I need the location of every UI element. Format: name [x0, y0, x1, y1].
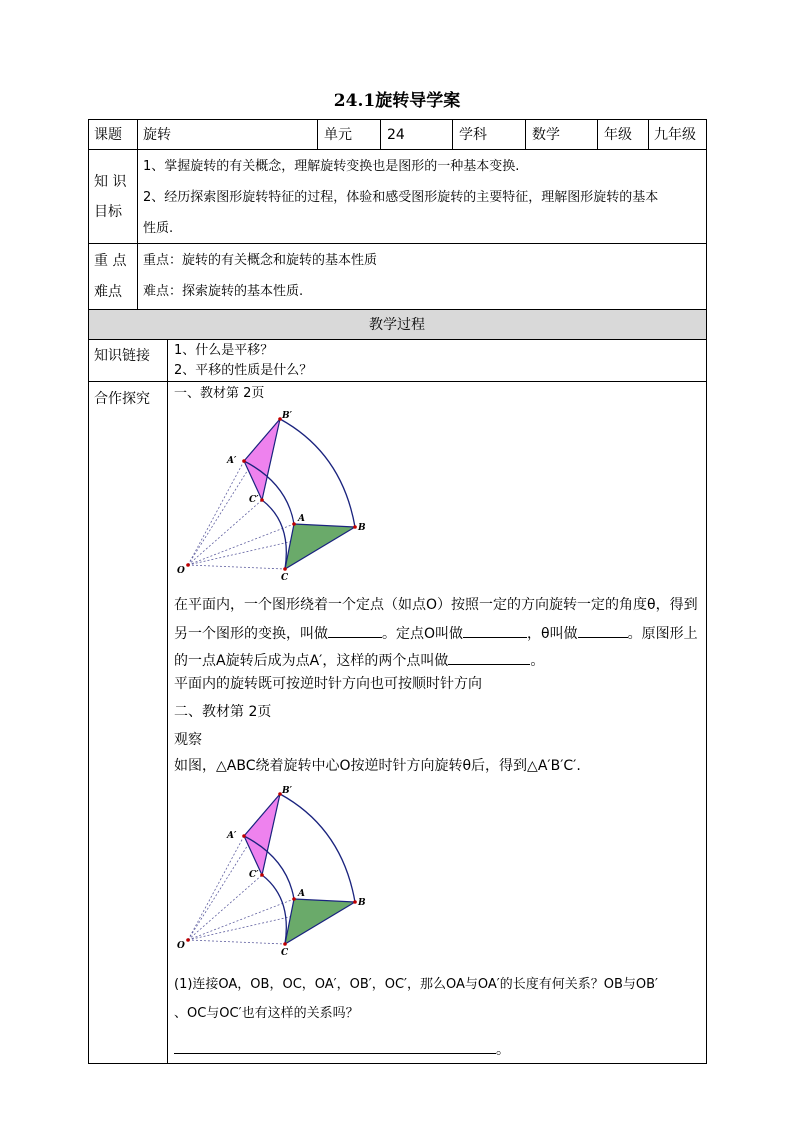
label-a: A — [298, 889, 305, 899]
label-o: O — [177, 566, 185, 576]
figure-description: 如图，△ABC绕着旋转中心O按逆时针方向旋转θ后，得到△A′B′C′. — [174, 758, 581, 774]
objective-item-1: 1、掌握旋转的有关概念，理解旋转变换也是图形的一种基本变换. — [143, 159, 520, 174]
original-triangle — [285, 899, 355, 944]
definition-line2-b: 。定点O叫做 — [382, 626, 464, 642]
explore-label: 合作探究 — [94, 391, 150, 407]
keypoints-label-line1: 重 点 — [94, 253, 127, 269]
blank-center[interactable] — [463, 623, 527, 638]
definition-line2-c: ，θ叫做 — [527, 626, 578, 642]
definition-line3 — [174, 650, 544, 670]
subject-label: 学科 — [459, 127, 487, 143]
question1-line1: (1)连接OA，OB，OC，OA′，OB′，OC′，那么OA与OA′的长度有何关系？OB与OB′ — [174, 977, 658, 992]
objective-item-2-line2: 性质. — [143, 221, 174, 236]
blank-angle[interactable] — [578, 623, 628, 638]
keypoints-label-line2: 难点 — [94, 284, 122, 300]
label-b: B — [358, 523, 366, 533]
rotated-triangle — [244, 794, 280, 875]
blank-corresponding[interactable] — [448, 650, 530, 665]
answer-end: 。 — [496, 1042, 510, 1058]
direction-note: 平面内的旋转既可按逆时针方向也可按顺时针方向 — [174, 676, 482, 692]
knowledge-link-label: 知识链接 — [94, 348, 150, 364]
definition-line1: 在平面内，一个图形绕着一个定点（如点O）按照一定的方向旋转一定的角度θ，得到 — [174, 597, 698, 613]
question1-line2: 、OC与OC′也有这样的关系吗？ — [174, 1006, 359, 1021]
unit-value: 24 — [387, 127, 405, 143]
objectives-label-line1: 知 识 — [94, 174, 127, 190]
topic-value: 旋转 — [143, 127, 171, 143]
observe-label: 观察 — [174, 732, 202, 748]
section2-title: 二、教材第 2页 — [174, 704, 272, 720]
blank-rotation[interactable] — [328, 623, 382, 638]
label-b-prime: B′ — [282, 411, 292, 421]
label-a: A — [298, 514, 305, 524]
grade-label: 年级 — [604, 127, 632, 143]
label-a-prime: A′ — [227, 456, 237, 466]
rotated-triangle — [244, 419, 280, 500]
knowledge-q2: 2、平移的性质是什么？ — [174, 363, 313, 378]
knowledge-q1: 1、什么是平移？ — [174, 343, 274, 358]
grade-value: 九年级 — [654, 127, 696, 143]
original-triangle — [285, 524, 355, 569]
key-point: 重点：旋转的有关概念和旋转的基本性质 — [143, 253, 378, 268]
label-c-prime: C′ — [249, 495, 259, 505]
label-o: O — [177, 941, 185, 951]
rotation-figure-2 — [172, 783, 372, 959]
subject-value: 数学 — [532, 127, 560, 143]
objectives-label-line2: 目标 — [94, 204, 122, 220]
label-c: C — [281, 948, 289, 958]
answer-blank[interactable] — [174, 1039, 496, 1054]
arc-c — [262, 500, 286, 569]
section1-title: 一、教材第 2页 — [174, 386, 265, 401]
process-header: 教学过程 — [369, 317, 425, 333]
rotation-figure-1 — [172, 408, 372, 584]
label-b: B — [358, 898, 366, 908]
definition-line2 — [174, 623, 698, 643]
label-c-prime: C′ — [249, 870, 259, 880]
unit-label: 单元 — [324, 127, 352, 143]
label-a-prime: A′ — [227, 831, 237, 841]
label-c: C — [281, 573, 289, 583]
question1-answer — [174, 1039, 510, 1059]
objective-item-2-line1: 2、经历探索图形旋转特征的过程，体验和感受图形旋转的主要特征，理解图形旋转的基本 — [143, 190, 659, 205]
difficult-point: 难点：探索旋转的基本性质. — [143, 284, 304, 299]
arc-c — [262, 875, 286, 944]
definition-line3-a: 的一点A旋转后成为点A′，这样的两个点叫做 — [174, 653, 449, 669]
definition-line3-b: 。 — [530, 653, 545, 669]
label-b-prime: B′ — [282, 786, 292, 796]
definition-line2-a: 另一个图形的变换，叫做 — [174, 626, 328, 642]
definition-line2-d: 。原图形上 — [627, 626, 698, 642]
topic-label: 课题 — [94, 127, 122, 143]
page-title: 24.1旋转导学案 — [333, 91, 461, 111]
